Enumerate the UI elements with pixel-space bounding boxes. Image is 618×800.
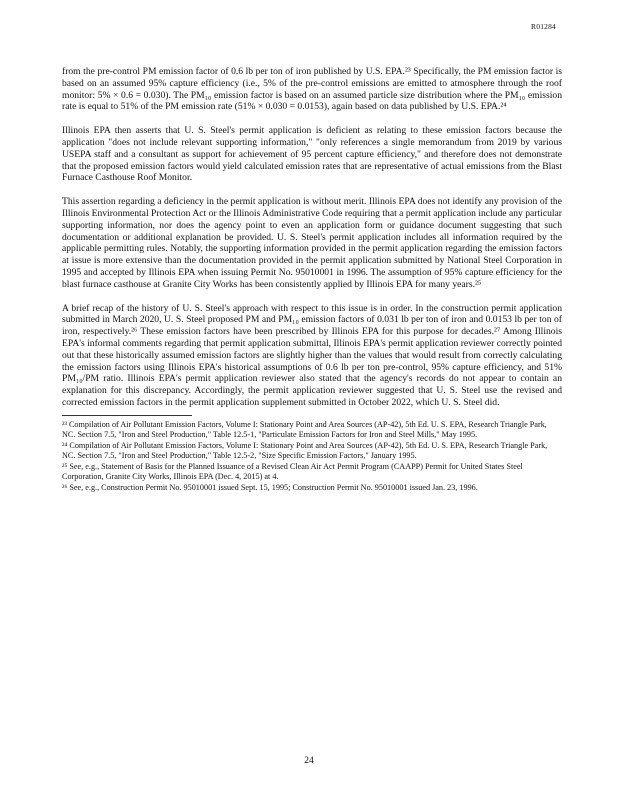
- document-id: R01284: [531, 22, 556, 31]
- footnote-24: ²⁴ Compilation of Air Pollutant Emission Factors, Volume I: Stationary Point and Area Sources (AP-42), 5th Ed. U. S. EPA, Research Triangle Park, NC. Section 7.5, "Iron and Steel Production," Table 12.5-2, "Size Specific Emission Factors," January 1995.: [62, 440, 548, 460]
- footnote-23: ²³ Compilation of Air Pollutant Emission Factors, Volume I: Stationary Point and Area Sources (AP-42), 5th Ed. U. S. EPA, Research Triangle Park, NC. Section 7.5, "Iron and Steel Production," Table 12.5-1, "Particulate Emission Factors for Iron and Steel Mills," May 1995.: [62, 419, 547, 439]
- footnote-25: ²⁵ See, e.g., Statement of Basis for the Planned Issuance of a Revised Clean Air Act Permit Program (CAAPP) Permit for United States Steel Corporation, Granite City Works, Illinois EPA (Dec. 4, 2015) at 4.: [62, 461, 523, 481]
- paragraph-emission-factors: from the pre-control PM emission factor of 0.6 lb per ton of iron published by U.S. EPA.²³ Specifically, the PM emission factor is based on an assumed 95% capture efficiency (i.e., 5% of the pre-control emissions are emitted to atmosphere through the roof monitor: 5% × 0.6 = 0.030). The PM₁₀ emission factor is based on an assumed particle size distribution where the PM₁₀ emission rate is equal to 51% of the PM emission rate (51% × 0.030 = 0.0153), again based on data published by U.S. EPA.²⁴: [62, 66, 562, 113]
- paragraph-illinois-epa-assertion: Illinois EPA then asserts that U. S. Steel's permit application is deficient as relating to these emission factors because the application "does not include relevant supporting information," "only references a single memorandum from 2019 by various USEPA staff and a consultant as support for achievement of 95 percent capture efficiency," and therefore does not demonstrate that the proposed emission factors would yield calculated emission rates that are representative of actual emissions from the Blast Furnace Casthouse Roof Monitor.: [62, 125, 562, 184]
- paragraph-without-merit: This assertion regarding a deficiency in the permit application is without merit. Illinois EPA does not identify any provision of the Illinois Environmental Protection Act or the Illinois Administrative Code requiring that a permit application include any particular supporting information, nor does the agency point to even an application form or guidance document suggesting that such documentation or additional explanation be provided. U. S. Steel's permit application includes all information required by the applicable permitting rules. Notably, the supporting information provided in the permit application regarding the emission factors at issue is more extensive than the documentation provided in the permit application submitted by National Steel Corporation in 1995 and accepted by Illinois EPA when issuing Permit No. 95010001 in 1996. The assumption of 95% capture efficiency for the blast furnace casthouse at Granite City Works has been consistently applied by Illinois EPA for many years.²⁵: [62, 196, 562, 290]
- body-text: [62, 66, 562, 494]
- page-number: 24: [304, 756, 314, 766]
- footnote-separator: [62, 415, 192, 416]
- footnote-26: ²⁶ See, e.g., Construction Permit No. 95010001 issued Sept. 15, 1995; Construction Permit No. 95010001 issued Jan. 23, 1996.: [62, 482, 478, 492]
- paragraph-history-recap: A brief recap of the history of U. S. Steel's approach with respect to this issue is in order. In the construction permit application submitted in March 2020, U. S. Steel proposed PM and PM₁₀ emission factors of 0.031 lb per ton of iron and 0.0153 lb per ton of iron, respectively.²⁶ These emission factors have been prescribed by Illinois EPA for this purpose for decades.²⁷ Among Illinois EPA's informal comments regarding that permit application submittal, Illinois EPA's permit application reviewer correctly pointed out that these historically assumed emission factors are slightly higher than the values that would result from correctly calculating the emission factors using Illinois EPA's historical assumptions of 0.6 lb per ton pre-control, 95% capture efficiency, and 51% PM₁₀/PM ratio. Illinois EPA's permit application reviewer also stated that the agency's records do not appear to contain an explanation for this discrepancy. Accordingly, the permit application reviewer suggested that U. S. Steel use the revised and corrected emission factors in the permit application supplement submitted in October 2022, which U. S. Steel did.: [62, 302, 562, 408]
